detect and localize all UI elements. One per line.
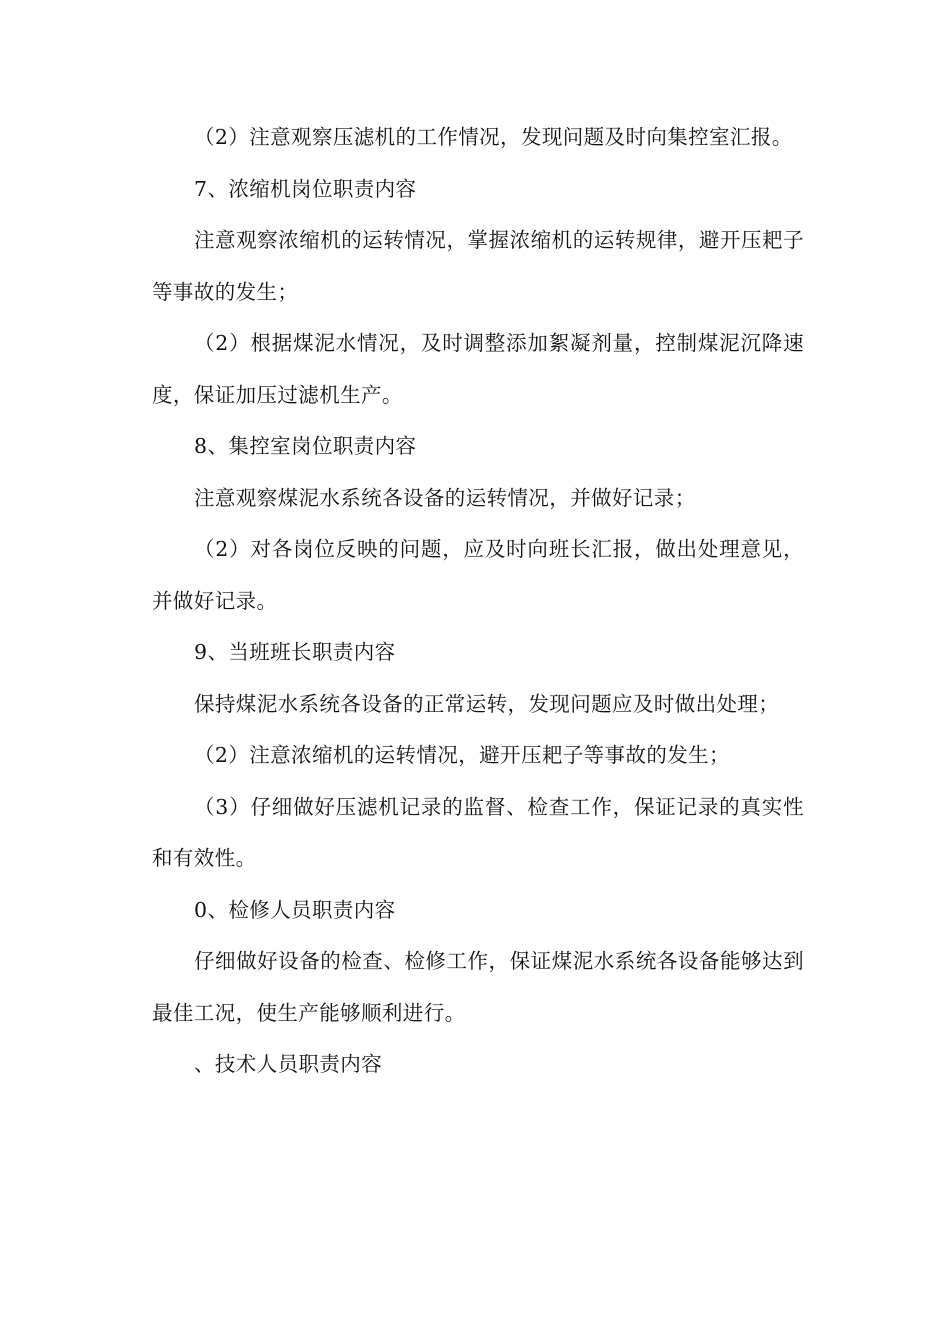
heading-control-room-duties: 8、集控室岗位职责内容 <box>194 434 417 458</box>
paragraph-maintenance-work: 仔细做好设备的检查、检修工作，保证煤泥水系统各设备能够达到最佳工况，使生产能够顺利进行。 <box>152 949 804 1025</box>
paragraph-filter-press-report: （2）注意观察压滤机的工作情况，发现问题及时向集控室汇报。 <box>194 125 793 149</box>
paragraph-control-room-report: （2）对各岗位反映的问题，应及时向班长汇报，做出处理意见，并做好记录。 <box>152 537 804 613</box>
paragraph-thickener-observe: 注意观察浓缩机的运转情况，掌握浓缩机的运转规律，避开压耙子等事故的发生； <box>152 228 804 304</box>
heading-technical-staff-duties: 、技术人员职责内容 <box>194 1052 383 1076</box>
heading-shift-leader-duties: 9、当班班长职责内容 <box>194 640 396 664</box>
paragraph-shift-leader-operation: 保持煤泥水系统各设备的正常运转，发现问题应及时做出处理； <box>194 691 780 716</box>
paragraph-shift-leader-thickener: （2）注意浓缩机的运转情况，避开压耙子等事故的发生； <box>194 743 730 767</box>
document-body <box>152 112 804 1091</box>
heading-thickener-duties: 7、浓缩机岗位职责内容 <box>194 176 417 201</box>
paragraph-shift-leader-records: （3）仔细做好压滤机记录的监督、检查工作，保证记录的真实性和有效性。 <box>152 794 804 870</box>
heading-maintenance-duties: 0、检修人员职责内容 <box>194 897 396 922</box>
paragraph-control-room-observe: 注意观察煤泥水系统各设备的运转情况，并做好记录； <box>194 485 696 510</box>
paragraph-flocculant-adjust: （2）根据煤泥水情况，及时调整添加絮凝剂量，控制煤泥沉降速度，保证加压过滤机生产。 <box>152 331 804 407</box>
